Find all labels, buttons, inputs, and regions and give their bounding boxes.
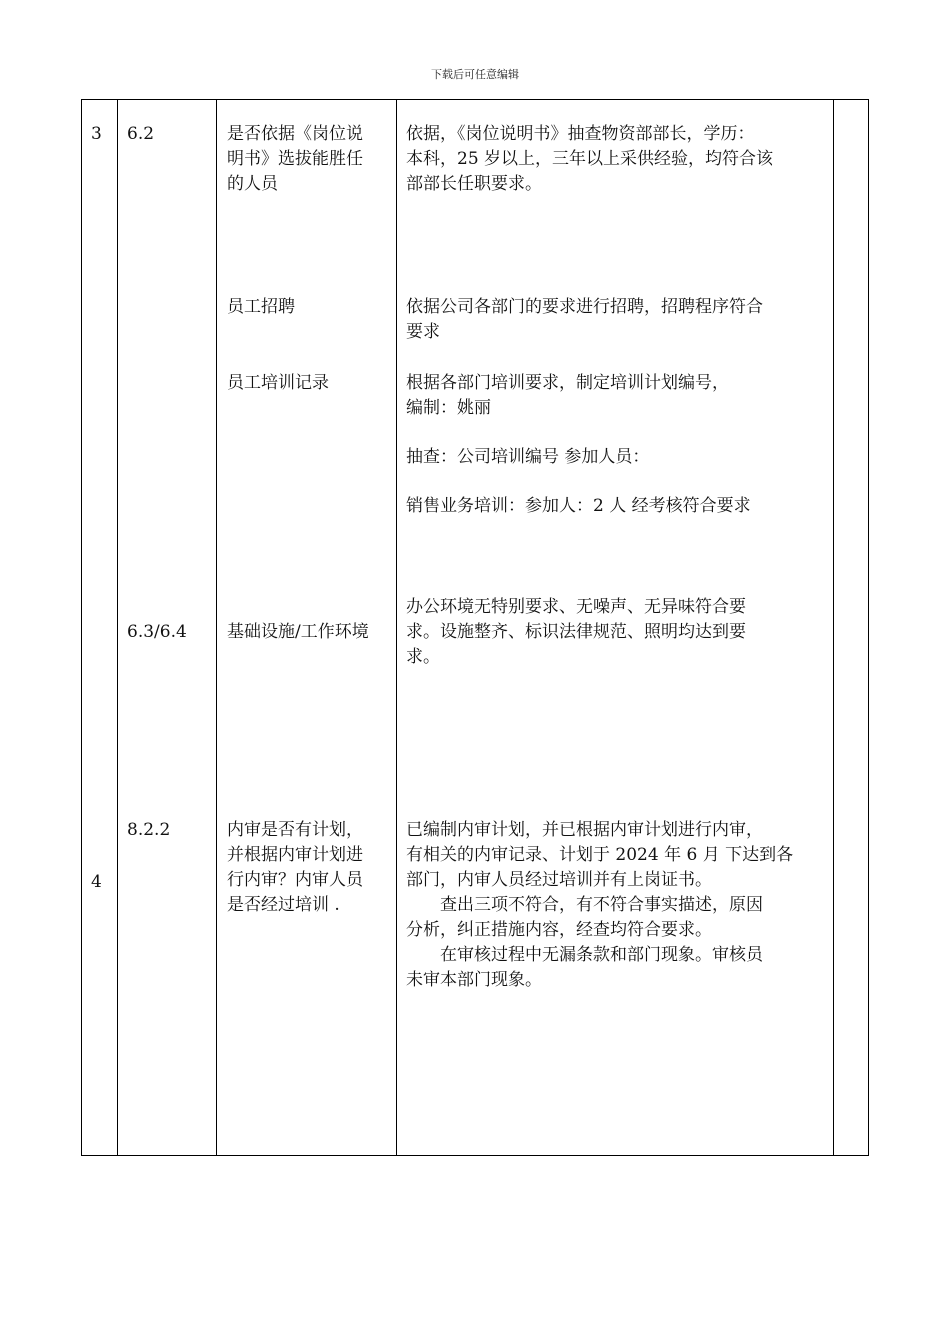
record-line: 已编制内审计划，并已根据内审计划进行内审，: [406, 820, 763, 840]
subject-line: 是否依据《岗位说: [227, 124, 363, 144]
record-line: 办公环境无特别要求、无噪声、无异味符合要: [406, 597, 746, 617]
record-line: 依据公司各部门的要求进行招聘，招聘程序符合: [406, 297, 763, 317]
audit-record: [406, 494, 751, 519]
audit-record: [406, 595, 746, 670]
audit-record: [406, 371, 729, 421]
clause-number: 6.3/6.4: [127, 622, 187, 642]
record-line: 未审本部门现象。: [406, 970, 542, 990]
subject-line: 并根据内审计划进: [227, 845, 363, 865]
record-line: 求。设施整齐、标识法律规范、照明均达到要: [406, 622, 746, 642]
record-line: 有相关的内审记录、计划于 2024 年 6 月 下达到各: [406, 845, 794, 865]
record-line: 根据各部门培训要求，制定培训计划编号，: [406, 373, 729, 393]
col-border: [396, 99, 397, 1156]
record-line: 在审核过程中无漏条款和部门现象。审核员: [440, 945, 763, 965]
col-border: [216, 99, 217, 1156]
audit-record: [406, 122, 773, 197]
col-border: [81, 99, 82, 1156]
subject-line: 行内审？内审人员: [227, 870, 363, 890]
record-line: 抽查：公司培训编号 参加人员：: [406, 447, 650, 467]
subject-line: 的人员: [227, 174, 278, 194]
subject-line: 员工招聘: [227, 297, 295, 317]
audit-subject: 基础设施/工作环境: [227, 622, 369, 642]
record-line: 编制：姚丽: [406, 398, 491, 418]
clause-number: 8.2.2: [127, 820, 171, 840]
table-top-border: [81, 99, 869, 100]
record-line: 本科，25 岁以上，三年以上采供经验，均符合该: [406, 149, 774, 169]
row-number: 3: [91, 124, 102, 144]
audit-subject: [227, 371, 329, 396]
col-border: [868, 99, 869, 1156]
audit-subject: [227, 122, 363, 197]
record-line: 依据，《岗位说明书》抽查物资部部长，学历：: [406, 124, 755, 144]
subject-line: 是否经过培训 .: [227, 895, 340, 915]
record-line: 查出三项不符合，有不符合事实描述，原因: [440, 895, 763, 915]
subject-line: 员工培训记录: [227, 373, 329, 393]
audit-record: [406, 818, 793, 993]
record-line: 部部长任职要求。: [406, 174, 542, 194]
audit-subject: [227, 818, 363, 918]
subject-line: 明书》选拔能胜任: [227, 149, 363, 169]
record-line: 部门，内审人员经过培训并有上岗证书。: [406, 870, 712, 890]
audit-subject: [227, 295, 295, 320]
record-line: 分析，纠正措施内容，经查均符合要求。: [406, 920, 712, 940]
col-border: [833, 99, 834, 1156]
row-number: 4: [91, 872, 102, 892]
clause-number: 6.2: [127, 124, 155, 144]
record-line: 销售业务培训：参加人：2 人 经考核符合要求: [406, 496, 751, 516]
audit-record: [406, 445, 649, 470]
record-line: 求。: [406, 647, 440, 667]
col-border: [117, 99, 118, 1156]
record-line: 要求: [406, 322, 440, 342]
subject-line: 内审是否有计划，: [227, 820, 363, 840]
audit-record: [406, 295, 763, 345]
table-bottom-border: [81, 1155, 869, 1156]
page-header: 下载后可任意编辑: [431, 68, 519, 81]
